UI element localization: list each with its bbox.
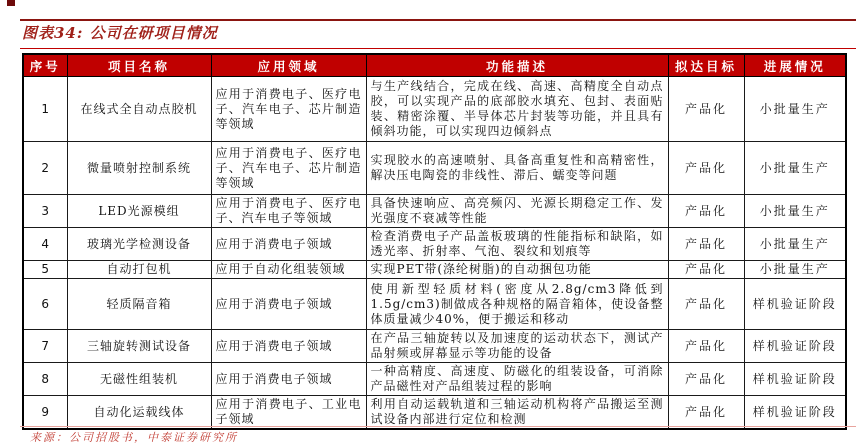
table-row	[23, 330, 846, 363]
cell-target: 产品化	[668, 228, 744, 261]
cell-index: 2	[23, 142, 67, 195]
col-header-target: 拟达目标	[668, 54, 744, 77]
table-header-row	[23, 54, 846, 77]
cell-index: 8	[23, 363, 67, 396]
cell-application-field: 应用于自动化组装领域	[211, 261, 366, 279]
cell-index: 3	[23, 195, 67, 228]
cell-application-field: 应用于消费电子领域	[211, 228, 366, 261]
cell-project-name: 三轴旋转测试设备	[67, 330, 211, 363]
cell-progress: 样机验证阶段	[744, 363, 846, 396]
cell-index: 9	[23, 396, 67, 430]
cell-target: 产品化	[668, 261, 744, 279]
cell-progress: 小批量生产	[744, 77, 846, 142]
cell-project-name: 轻质隔音箱	[67, 279, 211, 330]
cell-target: 产品化	[668, 396, 744, 430]
cell-progress: 样机验证阶段	[744, 330, 846, 363]
table-row	[23, 396, 846, 430]
col-header-function-description: 功能描述	[366, 54, 668, 77]
cell-progress: 样机验证阶段	[744, 279, 846, 330]
cell-target: 产品化	[668, 195, 744, 228]
figure-title: 图表34: 公司在研项目情况	[22, 24, 218, 42]
col-header-project-name: 项目名称	[67, 54, 211, 77]
cell-project-name: 微量喷射控制系统	[67, 142, 211, 195]
rd-projects-table	[22, 53, 847, 430]
cell-function-description: 使用新型轻质材料(密度从2.8g/cm3降低到1.5g/cm3)制做成各种规格的隔音箱体，使设备整体质量减少40%，便于搬运和移动	[366, 279, 668, 330]
source-note: 来源：公司招股书，中泰证券研究所	[30, 431, 238, 443]
cell-function-description: 实现胶水的高速喷射、具备高重复性和高精密性，解决压电陶瓷的非线性、滞后、蠕变等问题	[366, 142, 668, 195]
col-header-index: 序号	[23, 54, 67, 77]
cell-function-description: 利用自动运载轨道和三轴运动机构将产品搬运至测试设备内部进行定位和检测	[366, 396, 668, 430]
title-divider	[20, 48, 856, 49]
page-corner-mark	[7, 0, 15, 6]
cell-index: 4	[23, 228, 67, 261]
cell-target: 产品化	[668, 330, 744, 363]
table-row	[23, 195, 846, 228]
cell-progress: 小批量生产	[744, 195, 846, 228]
cell-progress: 小批量生产	[744, 142, 846, 195]
cell-application-field: 应用于消费电子、医疗电子、汽车电子、芯片制造等领域	[211, 77, 366, 142]
table-row	[23, 261, 846, 279]
cell-function-description: 在产品三轴旋转以及加速度的运动状态下，测试产品射频或屏幕显示等功能的设备	[366, 330, 668, 363]
cell-project-name: 在线式全自动点胶机	[67, 77, 211, 142]
cell-project-name: 无磁性组装机	[67, 363, 211, 396]
col-header-application-field: 应用领域	[211, 54, 366, 77]
cell-application-field: 应用于消费电子、医疗电子、汽车电子等领域	[211, 195, 366, 228]
cell-index: 7	[23, 330, 67, 363]
table-row	[23, 142, 846, 195]
cell-target: 产品化	[668, 142, 744, 195]
cell-index: 6	[23, 279, 67, 330]
cell-function-description: 实现PET带(涤纶树脂)的自动捆包功能	[366, 261, 668, 279]
table-row	[23, 363, 846, 396]
cell-target: 产品化	[668, 77, 744, 142]
cell-progress: 样机验证阶段	[744, 396, 846, 430]
col-header-progress: 进展情况	[744, 54, 846, 77]
cell-function-description: 与生产线结合，完成在线、高速、高精度全自动点胶，可以实现产品的底部胶水填充、包封、表面贴装、精密涂覆、半导体芯片封装等功能，并且具有倾斜功能，可以实现四边倾斜点	[366, 77, 668, 142]
cell-function-description: 具备快速响应、高亮频闪、光源长期稳定工作、发光强度不衰减等性能	[366, 195, 668, 228]
cell-project-name: 自动打包机	[67, 261, 211, 279]
cell-target: 产品化	[668, 363, 744, 396]
cell-application-field: 应用于消费电子领域	[211, 330, 366, 363]
cell-progress: 小批量生产	[744, 261, 846, 279]
cell-target: 产品化	[668, 279, 744, 330]
top-divider	[20, 19, 856, 21]
table-row	[23, 228, 846, 261]
cell-application-field: 应用于消费电子、医疗电子、汽车电子、芯片制造等领域	[211, 142, 366, 195]
cell-application-field: 应用于消费电子、工业电子领域	[211, 396, 366, 430]
cell-index: 1	[23, 77, 67, 142]
cell-progress: 小批量生产	[744, 228, 846, 261]
cell-project-name: LED光源模组	[67, 195, 211, 228]
table-row	[23, 77, 846, 142]
cell-function-description: 一种高精度、高速度、防磁化的组装设备，可消除产品磁性对产品组装过程的影响	[366, 363, 668, 396]
cell-application-field: 应用于消费电子领域	[211, 279, 366, 330]
footer-divider	[20, 426, 856, 427]
cell-application-field: 应用于消费电子领域	[211, 363, 366, 396]
cell-project-name: 自动化运载线体	[67, 396, 211, 430]
cell-function-description: 检查消费电子产品盖板玻璃的性能指标和缺陷，如透光率、折射率、气泡、裂纹和划痕等	[366, 228, 668, 261]
cell-project-name: 玻璃光学检测设备	[67, 228, 211, 261]
cell-index: 5	[23, 261, 67, 279]
table-row	[23, 279, 846, 330]
